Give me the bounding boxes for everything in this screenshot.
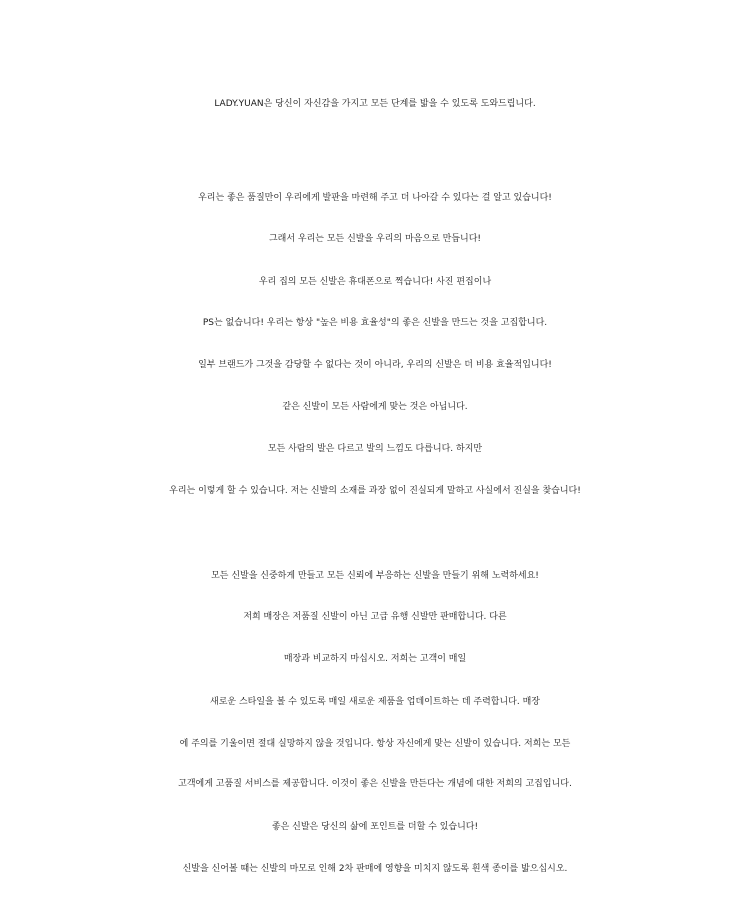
text-line: 저희 매장은 저품질 신발이 아닌 고급 유행 신발만 판매합니다. 다른 [243, 612, 507, 622]
text-line: 우리 집의 모든 신발은 휴대폰으로 찍습니다! 사진 편집이나 [258, 277, 492, 287]
intro-line: LADY.YUAN은 당신이 자신감을 가지고 모든 단계를 밟을 수 있도록 도와드립니다. [214, 99, 536, 109]
text-line: 신발을 신어볼 때는 신발의 마모로 인해 2차 판매에 영향을 미치지 않도록 흰색 종이를 밟으십시오. [182, 864, 568, 874]
text-line: 우리는 이렇게 할 수 있습니다. 저는 신발의 소재를 과장 없이 진실되게 말하고 사실에서 진실을 찾습니다! [169, 486, 581, 496]
text-line: 새로운 스타일을 볼 수 있도록 매일 새로운 제품을 업데이트하는 데 주력합니다. 매장 [210, 697, 540, 707]
text-line: 모든 신발을 신중하게 만들고 모든 신뢰에 부응하는 신발을 만들기 위해 노력하세요! [211, 571, 539, 581]
text-line: 에 주의를 기울이면 절대 실망하지 않을 것입니다. 항상 자신에게 맞는 신발이 있습니다. 저희는 모든 [179, 739, 571, 749]
text-line: 우리는 좋은 품질만이 우리에게 발판을 마련해 주고 더 나아갈 수 있다는 걸 알고 있습니다! [198, 193, 552, 203]
text-line: 모든 사람의 발은 다르고 발의 느낌도 다릅니다. 하지만 [267, 444, 483, 454]
text-line: 매장과 비교하지 마십시오. 저희는 고객이 매일 [283, 654, 467, 664]
text-line: 고객에게 고품질 서비스를 제공합니다. 이것이 좋은 신발을 만든다는 개념에 대한 저희의 고집입니다. [178, 779, 572, 789]
text-line: PS는 없습니다! 우리는 항상 "높은 비용 효율성"의 좋은 신발을 만드는 것을 고집합니다. [202, 318, 548, 328]
text-line: 일부 브랜드가 그것을 감당할 수 없다는 것이 아니라, 우리의 신발은 더 비용 효율적입니다! [198, 360, 552, 370]
emphasis-line: 같은 신발이 모든 사람에게 맞는 것은 아닙니다. [282, 402, 468, 412]
text-line: 그래서 우리는 모든 신발을 우리의 마음으로 만듭니다! [268, 234, 482, 244]
text-line: 좋은 신발은 당신의 삶에 포인트를 더할 수 있습니다! [271, 822, 479, 832]
